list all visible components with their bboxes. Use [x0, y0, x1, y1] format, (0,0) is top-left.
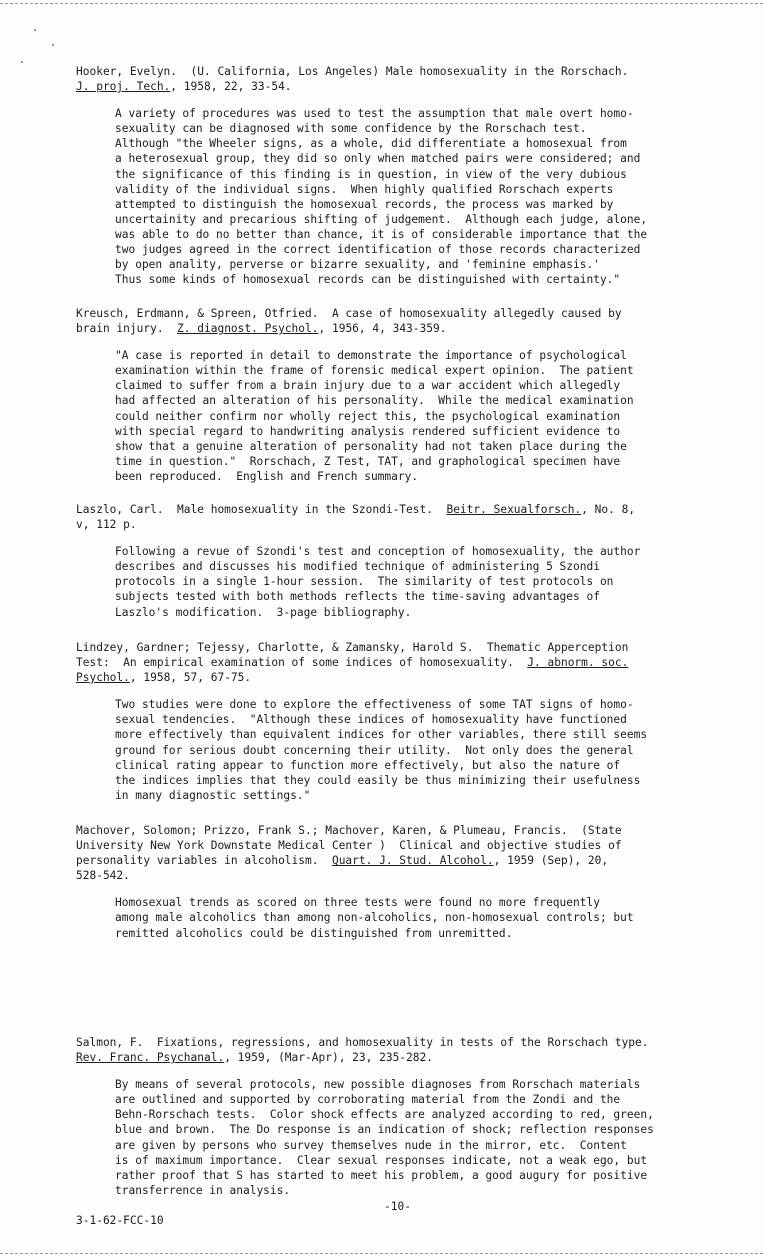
citation-details: , No. 8, v, 112 p. — [76, 503, 636, 532]
scan-speck — [52, 44, 54, 46]
citation-text: Laszlo, Carl. Male homosexuality in the Szondi-Test. — [76, 503, 447, 516]
citation-text: Machover, Solomon; Prizzo, Frank S.; Machover, Karen, & Plumeau, Francis. (State University New York Downstate Medical Center ) Clinical and objective studies of personality variables in alcoholism. — [76, 824, 622, 868]
page-number: -10- — [384, 1200, 411, 1213]
citation-text: Hooker, Evelyn. (U. California, Los Angeles) Male homosexuality in the Rorschach. — [76, 65, 629, 78]
citation — [76, 1035, 716, 1065]
bibliography-entry — [76, 823, 716, 941]
scan-speck — [34, 29, 36, 31]
citation-text: Salmon, F. Fixations, regressions, and homosexuality in tests of the Rorschach type. — [76, 1036, 649, 1049]
bibliography-entry — [76, 1035, 716, 1198]
journal-title: J. abnorm. soc. Psychol. — [76, 656, 629, 685]
citation-text: Lindzey, Gardner; Tejessy, Charlotte, & Zamansky, Harold S. Thematic Apperception Test: An empirical examination of some indices of homosexuality. — [76, 641, 629, 670]
journal-title: Beitr. Sexualforsch. — [446, 503, 582, 516]
abstract: Homosexual trends as scored on three tests were found no more frequently among male alcoholics than among non-alcoholics, non-homosexual controls; but remitted alcoholics could be distinguished from unremitted. — [115, 896, 634, 940]
abstract: By means of several protocols, new possible diagnoses from Rorschach materials are outlined and supported by corroborating material from the Zondi and the Behn-Rorschach tests. Color shock effects are analyzed according to red, green, blue and brown. The Do response is an indication of shock; reflection responses are given by persons who survey themselves nude in the mirror, etc. Content is of maximum importance. Clear sexual responses indicate, not a weak ego, but rather proof that S has started to meet his problem, a good augury for positive transferrence in analysis. — [115, 1078, 654, 1197]
bibliography-entry — [76, 306, 716, 484]
abstract: Two studies were done to explore the effectiveness of some TAT signs of homo- sexual tendencies. "Although these indices of homosexuality have functioned more effectively than equivalent indices for other variables, there still seems ground for serious doubt concerning their utility. Not only does the general clinical rating appear to function more effectively, but also the nature of the indices implies that they could easily be thus minimizing their usefulness in many diagnostic settings." — [115, 698, 648, 802]
scan-speck — [21, 61, 23, 63]
abstract: Following a revue of Szondi's test and conception of homosexuality, the author describes and discusses his modified technique of administering 5 Szondi protocols in a single 1-hour session. The similarity of test protocols on subjects tested with both methods reflects the time-saving advantages of Laszlo's modification. 3-page bibliography. — [115, 545, 641, 619]
citation-details: , 1956, 4, 343-359. — [318, 322, 447, 336]
citation-details: , 1959, (Mar-Apr), 23, 235-282. — [224, 1051, 433, 1065]
citation — [76, 306, 716, 336]
citation — [76, 64, 716, 94]
citation-text: Kreusch, Erdmann, & Spreen, Otfried. A case of homosexuality allegedly caused by brain injury. — [76, 307, 622, 336]
document-code: 3-1-62-FCC-10 — [76, 1214, 164, 1227]
page-top-border — [0, 3, 763, 4]
page-bottom-border — [0, 1253, 763, 1254]
abstract: "A case is reported in detail to demonstrate the importance of psychological examination within the frame of forensic medical expert opinion. The patient claimed to suffer from a brain injury due to a war accident which allegedly had affected an alteration of his personality. While the medical examination could neither confirm nor wholly reject this, the psychological examination with special regard to handwriting analysis rendered sufficient evidence to show that a genuine alteration of personality had not taken place during the time in question." Rorschach, Z Test, TAT, and graphological specimen have been reproduced. English and French summary. — [115, 349, 634, 483]
bibliography-entry — [76, 640, 716, 803]
journal-title: Quart. J. Stud. Alcohol. — [331, 854, 494, 868]
bibliography-entry — [76, 64, 716, 287]
citation — [76, 823, 716, 883]
journal-title: Rev. Franc. Psychanal. — [76, 1051, 225, 1065]
citation-details: , 1959 (Sep), 20, 528-542. — [76, 854, 609, 883]
abstract: A variety of procedures was used to test the assumption that male overt homo- sexuality can be diagnosed with some confidence by the Rorschach test. Although "the Wheeler signs, as a whole, did differentiate a homosexual from a heterosexual group, they did so only when matched pairs were considered; and the significance of this finding is in question, in view of the very dubious validity of the individual signs. When highly qualified Rorschach experts attempted to distinguish the homosexual records, the process was marked by uncertainity and precarious shifting of judgement. Although each judge, alone, was able to do no better than chance, it is of considerable importance that the two judges agreed in the correct identification of those records characterized by open anality, perverse or bizarre sexuality, and 'feminine emphasis.' Thus some kinds of homosexual records can be distinguished with certainty." — [115, 107, 648, 287]
citation — [76, 502, 716, 532]
citation — [76, 640, 716, 685]
citation-details: , 1958, 57, 67-75. — [129, 671, 252, 685]
citation-details: , 1958, 22, 33-54. — [170, 80, 292, 94]
journal-title: Z. diagnost. Psychol. — [177, 322, 319, 336]
journal-title: J. proj. Tech. — [76, 80, 171, 94]
bibliography-entry — [76, 502, 716, 620]
